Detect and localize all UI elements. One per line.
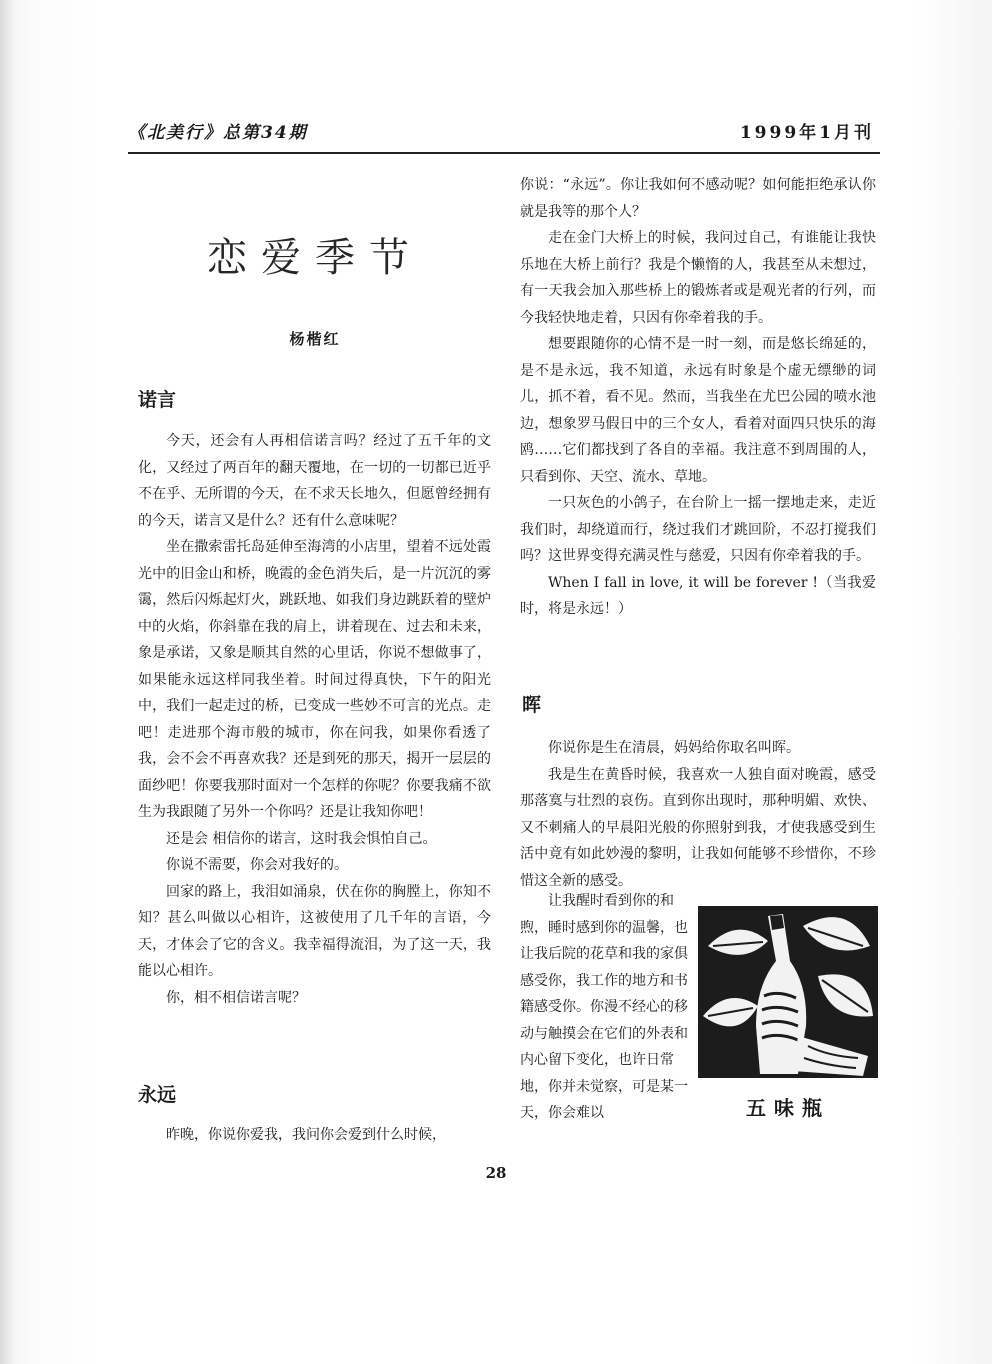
header-rule [128,152,880,154]
paragraph: 我是生在黄昏时候，我喜欢一人独自面对晚霞，感受那落寞与壮烈的哀伤。直到你出现时，那种明媚、欢快、又不刺痛人的早晨阳光般的你照射到我，才使我感受到生活中竟有如此妙漫的黎明，让我如何能够不珍惜你，不珍惜这全新的感受。 [520,766,876,889]
left-column-bottom [138,1122,491,1149]
paragraph: 让我醒时看到你的和煦，睡时感到你的温馨，也让我后院的花草和我的家俱感受你，我工作的地方和书籍感受你。你漫不经心的移动与触摸会在它们的外表和内心留下变化，也许日常地，你并未觉察，可是某一天，你会难以 [520,893,688,1121]
paragraph: 你，相不相信诺言呢？ [166,989,306,1006]
paragraph: 回家的路上，我泪如涌泉，伏在你的胸膛上，你知不知？甚么叫做以心相许，这被使用了几千年的言语，今天，才体会了它的含义。我幸福得流泪，为了这一天，我能以心相许。 [138,883,491,979]
artwork-caption: 五味瓶 [746,1096,830,1120]
issue-header: 《北美行》总第34期 [128,123,308,143]
paragraph: 昨晚，你说你爱我，我问你会爱到什么时候， [166,1127,446,1143]
date-header: 1999年1月刊 [739,123,874,143]
paragraph: 你说不需要，你会对我好的。 [166,857,348,873]
paragraph: 今天，还会有人再相信诺言吗？经过了五千年的文化，又经过了两百年的翻天覆地，在一切的一切都已近乎不在乎、无所谓的今天，在不求天长地久，但愿曾经拥有的今天，诺言又是什么？还有什么意味呢？ [138,433,491,529]
paragraph: 你说：“永远”。你让我如何不感动呢？如何能拒绝承认你就是我等的那个人？ [520,177,876,220]
bottle-woodcut-illustration [698,906,878,1078]
paragraph: 还是会 相信你的诺言，这时我会惧怕自己。 [166,830,437,847]
section-title-forever: 永远 [138,1084,177,1106]
right-column-lower [520,735,876,894]
left-column [138,428,491,1011]
page-number: 28 [485,1164,507,1182]
article-title: 恋爱季节 [207,235,423,281]
paragraph: 一只灰色的小鸽子，在台阶上一摇一摆地走来，走近我们时，却绕道而行，绕过我们才跳回阶，不忍打搅我们吗？这世界变得充满灵性与慈爱，只因有你牵着我的手。 [520,495,876,564]
paragraph: When I fall in love, it will be forever !（当我爱时，将是永远！） [520,574,876,617]
bottle-leaf-art-icon [698,906,878,1078]
wrapped-text-column [520,888,700,1127]
page-spine-shadow [0,0,14,1364]
paragraph: 走在金门大桥上的时候，我问过自己，有谁能让我快乐地在大桥上前行？我是个懒惰的人，我甚至从未想过，有一天我会加入那些桥上的锻炼者或是观光者的行列，而今我轻快地走着，只因有你牵着我的手。 [520,230,876,326]
paragraph: 想要跟随你的心情不是一时一刻，而是悠长绵延的，是不是永远，我不知道，永远有时象是个虚无缥缈的词儿，抓不着，看不见。然而，当我坐在尤巴公园的喷水池边，想象罗马假日中的三个女人，看着对面四只快乐的海鸥……它们都找到了各自的幸福。我注意不到周围的人，只看到你、天空、流水、草地。 [520,336,876,485]
right-column [520,172,876,623]
section-title-promise: 诺言 [138,389,177,411]
paragraph: 你说你是生在清晨，妈妈给你取名叫晖。 [548,740,800,756]
article-author: 杨楷红 [289,330,341,348]
section-title-hui: 晖 [522,694,542,716]
paragraph: 坐在撒索雷托岛延伸至海湾的小店里，望着不远处霞光中的旧金山和桥，晚霞的金色消失后，是一片沉沉的雾霭，然后闪烁起灯火，跳跃地、如我们身边跳跃着的壁炉中的火焰，你斜靠在我的肩上，讲着现在、过去和未来，象是承诺，又象是顺其自然的心里话，你说不想做事了，如果能永远这样同我坐着。时间过得真快，下午的阳光中，我们一起走过的桥，已变成一些妙不可言的光点。走吧！走进那个海市般的城市，你在问我，如果你看透了我，会不会不再喜欢我？还是到死的那天，揭开一层层的面纱吧！你要我那时面对一个怎样的你呢？你要我痛不欲生为我跟随了另外一个你吗？还是让我知你吧！ [138,539,491,820]
